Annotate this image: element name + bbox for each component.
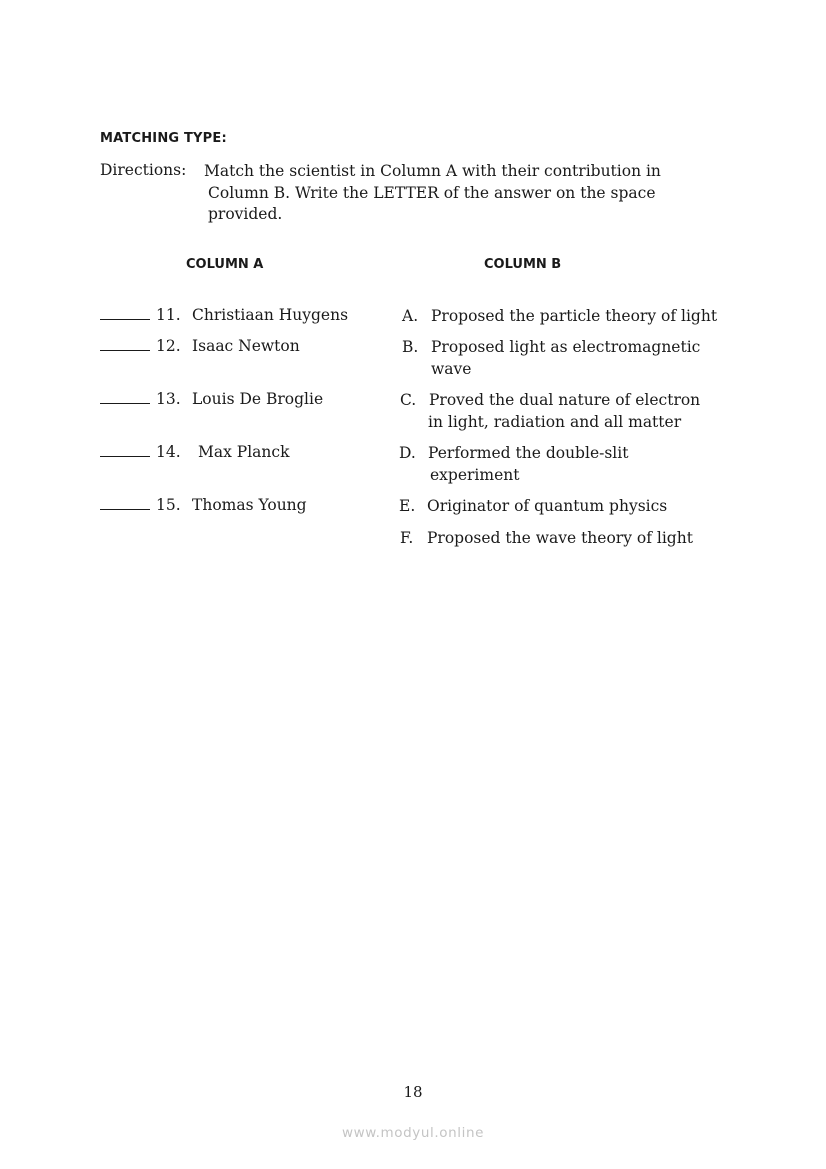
directions-line-2: Column B. Write the LETTER of the answer on the space xyxy=(208,183,656,202)
scientist-name: Christiaan Huygens xyxy=(192,306,349,324)
answer-blank[interactable] xyxy=(100,391,150,404)
choice-text: Proposed the particle theory of light xyxy=(431,307,718,325)
choice-letter: F. xyxy=(400,529,414,547)
column-b-item xyxy=(399,443,628,486)
answer-blank[interactable] xyxy=(100,444,150,457)
column-b-header: COLUMN B xyxy=(484,257,562,272)
choice-text: Proposed the wave theory of light xyxy=(427,529,693,547)
column-b-item xyxy=(400,390,700,433)
page-number: 18 xyxy=(403,1083,423,1101)
item-number: 15. xyxy=(156,496,181,514)
choice-letter: A. xyxy=(402,307,419,325)
column-b-item xyxy=(399,496,667,518)
item-number: 12. xyxy=(156,337,181,355)
scientist-name: Isaac Newton xyxy=(192,337,300,355)
column-a-item xyxy=(100,337,300,355)
column-a-item xyxy=(100,496,307,514)
scientist-name: Thomas Young xyxy=(192,496,307,514)
scientist-name: Max Planck xyxy=(198,443,290,461)
section-heading: MATCHING TYPE: xyxy=(100,131,227,146)
item-number: 14. xyxy=(156,443,181,461)
column-a-header: COLUMN A xyxy=(186,257,264,272)
answer-blank[interactable] xyxy=(100,497,150,510)
choice-text-continued: experiment xyxy=(430,465,520,484)
directions-line-1: Match the scientist in Column A with their contribution in xyxy=(204,162,661,180)
column-a-item xyxy=(100,443,289,461)
column-a-item xyxy=(100,390,323,408)
scientist-name: Louis De Broglie xyxy=(192,390,324,408)
answer-blank[interactable] xyxy=(100,338,150,351)
column-b-item xyxy=(402,337,700,380)
choice-letter: C. xyxy=(400,391,417,409)
column-b-item xyxy=(400,528,693,550)
choice-text: Proved the dual nature of electron xyxy=(429,391,701,409)
watermark: www.modyul.online xyxy=(341,1125,485,1141)
column-a-item xyxy=(100,306,348,324)
directions-label: Directions: xyxy=(100,161,187,179)
answer-blank[interactable] xyxy=(100,307,150,320)
choice-text: Originator of quantum physics xyxy=(427,497,668,515)
directions-text xyxy=(204,161,708,226)
choice-letter: B. xyxy=(402,338,419,356)
column-b-item xyxy=(402,306,717,328)
choice-letter: D. xyxy=(399,444,416,462)
choice-text: Performed the double-slit xyxy=(428,444,629,462)
item-number: 13. xyxy=(156,390,181,408)
directions-line-3: provided. xyxy=(208,205,283,223)
choice-text: Proposed light as electromagnetic xyxy=(431,338,701,356)
item-number: 11. xyxy=(156,306,181,324)
choice-letter: E. xyxy=(399,497,416,515)
choice-text-continued: wave xyxy=(431,359,472,378)
choice-text-continued: in light, radiation and all matter xyxy=(428,412,682,431)
